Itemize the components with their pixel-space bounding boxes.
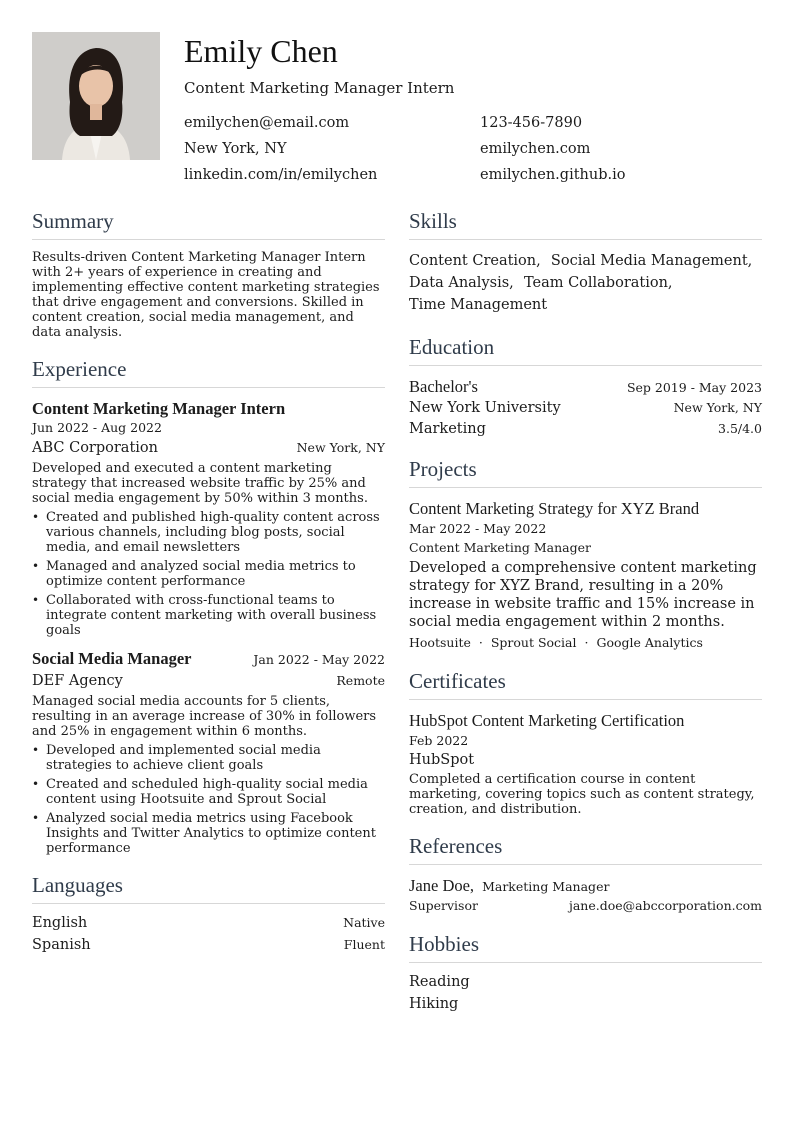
reference-name: Jane Doe, (409, 876, 475, 895)
bullet-item: • Analyzed social media metrics using Facebook Insights and Twitter Analytics to optimize content performance (32, 811, 385, 856)
hobby-item: Reading (409, 974, 470, 990)
section-title-summary: Summary (32, 208, 385, 240)
left-column (32, 208, 385, 954)
profile-photo (32, 32, 160, 160)
skills-list (409, 250, 762, 316)
contact-github[interactable]: emilychen.github.io (480, 167, 626, 183)
project-role: Content Marketing Manager (409, 540, 591, 555)
experience-company: DEF Agency (32, 673, 123, 689)
project-tool: Google Analytics (596, 635, 703, 650)
experience-item (32, 648, 385, 856)
skill-item: Team Collaboration, (523, 275, 673, 291)
contact-phone[interactable]: 123-456-7890 (480, 115, 583, 131)
language-level: Fluent (343, 937, 385, 952)
project-tool: Sprout Social (490, 635, 577, 650)
section-title-certificates: Certificates (409, 668, 762, 700)
bullet-item: • Managed and analyzed social media metrics to optimize content performance (32, 559, 385, 589)
projects-section (409, 456, 762, 650)
bullet-item: • Collaborated with cross-functional teams to integrate content marketing with overall business goals (32, 593, 385, 638)
education-location: New York, NY (673, 400, 762, 415)
reference-position: Marketing Manager (482, 879, 610, 894)
experience-role: Content Marketing Manager Intern (32, 399, 286, 418)
reference-email[interactable]: jane.doe@abccorporation.com (568, 898, 762, 913)
experience-company: ABC Corporation (32, 440, 158, 456)
project-description: Developed a comprehensive content marketing strategy for XYZ Brand, resulting in a 20% increase in website traffic and 15% increase in social media engagement within 2 months. (409, 560, 757, 630)
language-name: Spanish (32, 937, 91, 953)
section-title-experience: Experience (32, 356, 385, 388)
tool-separator: · (478, 635, 483, 650)
experience-item (32, 398, 385, 638)
contact-location: New York, NY (184, 141, 287, 157)
experience-bullets (32, 510, 385, 638)
experience-date: Jan 2022 - May 2022 (253, 652, 385, 667)
project-date: Mar 2022 - May 2022 (409, 521, 547, 536)
language-name: English (32, 915, 88, 931)
section-title-skills: Skills (409, 208, 762, 240)
education-date: Sep 2019 - May 2023 (626, 380, 762, 395)
section-title-hobbies: Hobbies (409, 931, 762, 963)
section-title-references: References (409, 833, 762, 865)
contact-email[interactable]: emilychen@email.com (184, 115, 350, 131)
education-degree: Bachelor's (409, 377, 478, 396)
bullet-item: • Created and published high-quality content across various channels, including blog posts, social media, and email newsletters (32, 510, 385, 555)
languages-section (32, 872, 385, 954)
certificate-date: Feb 2022 (409, 733, 469, 748)
skill-item: Time Management (409, 297, 548, 313)
project-name: Content Marketing Strategy for XYZ Brand (409, 499, 700, 518)
section-title-education: Education (409, 334, 762, 366)
skill-item: Social Media Management, (550, 253, 753, 269)
right-column (409, 208, 762, 1013)
tool-separator: · (584, 635, 589, 650)
contact-linkedin[interactable]: linkedin.com/in/emilychen (184, 167, 378, 183)
skill-item: Content Creation, (409, 253, 541, 269)
section-title-projects: Projects (409, 456, 762, 488)
summary-text: Results-driven Content Marketing Manager Intern with 2+ years of experience in creating and implementing effective content marketing strategies that drive engagement and conversions. Skilled in content creation, social media management, and data analysis. (32, 250, 380, 340)
certificates-section (409, 668, 762, 817)
experience-location: Remote (336, 673, 385, 688)
hobbies-section (409, 931, 762, 1013)
education-school: New York University (409, 400, 561, 416)
skills-section (409, 208, 762, 316)
bullet-item: • Created and scheduled high-quality social media content using Hootsuite and Sprout Social (32, 777, 385, 807)
certificate-issuer: HubSpot (409, 752, 475, 768)
experience-bullets (32, 743, 385, 856)
experience-location: New York, NY (296, 440, 385, 455)
experience-section (32, 356, 385, 856)
references-section (409, 833, 762, 913)
experience-summary: Managed social media accounts for 5 clients, resulting in an average increase of 30% in followers and 25% in engagement within 6 months. (32, 694, 377, 739)
bullet-item: • Developed and implemented social media strategies to achieve client goals (32, 743, 385, 773)
section-title-languages: Languages (32, 872, 385, 904)
candidate-headline: Content Marketing Manager Intern (184, 79, 455, 97)
summary-section (32, 208, 385, 340)
project-tool: Hootsuite (409, 635, 471, 650)
education-gpa: 3.5/4.0 (718, 421, 762, 436)
contact-website[interactable]: emilychen.com (480, 141, 591, 157)
language-level: Native (343, 915, 385, 930)
reference-relation: Supervisor (409, 898, 478, 913)
hobby-item: Hiking (409, 996, 459, 1012)
education-section (409, 334, 762, 438)
education-field: Marketing (409, 421, 486, 437)
experience-role: Social Media Manager (32, 649, 192, 668)
certificate-name: HubSpot Content Marketing Certification (409, 711, 685, 730)
candidate-name: Emily Chen (184, 33, 338, 69)
experience-summary: Developed and executed a content marketing strategy that increased website traffic by 25% and social media engagement by 50% within 3 months. (32, 461, 368, 506)
skill-item: Data Analysis, (409, 275, 514, 291)
experience-date: Jun 2022 - Aug 2022 (32, 420, 162, 435)
project-tools (409, 635, 762, 650)
certificate-description: Completed a certification course in content marketing, covering topics such as content strategy, creation, and distribution. (409, 772, 755, 817)
